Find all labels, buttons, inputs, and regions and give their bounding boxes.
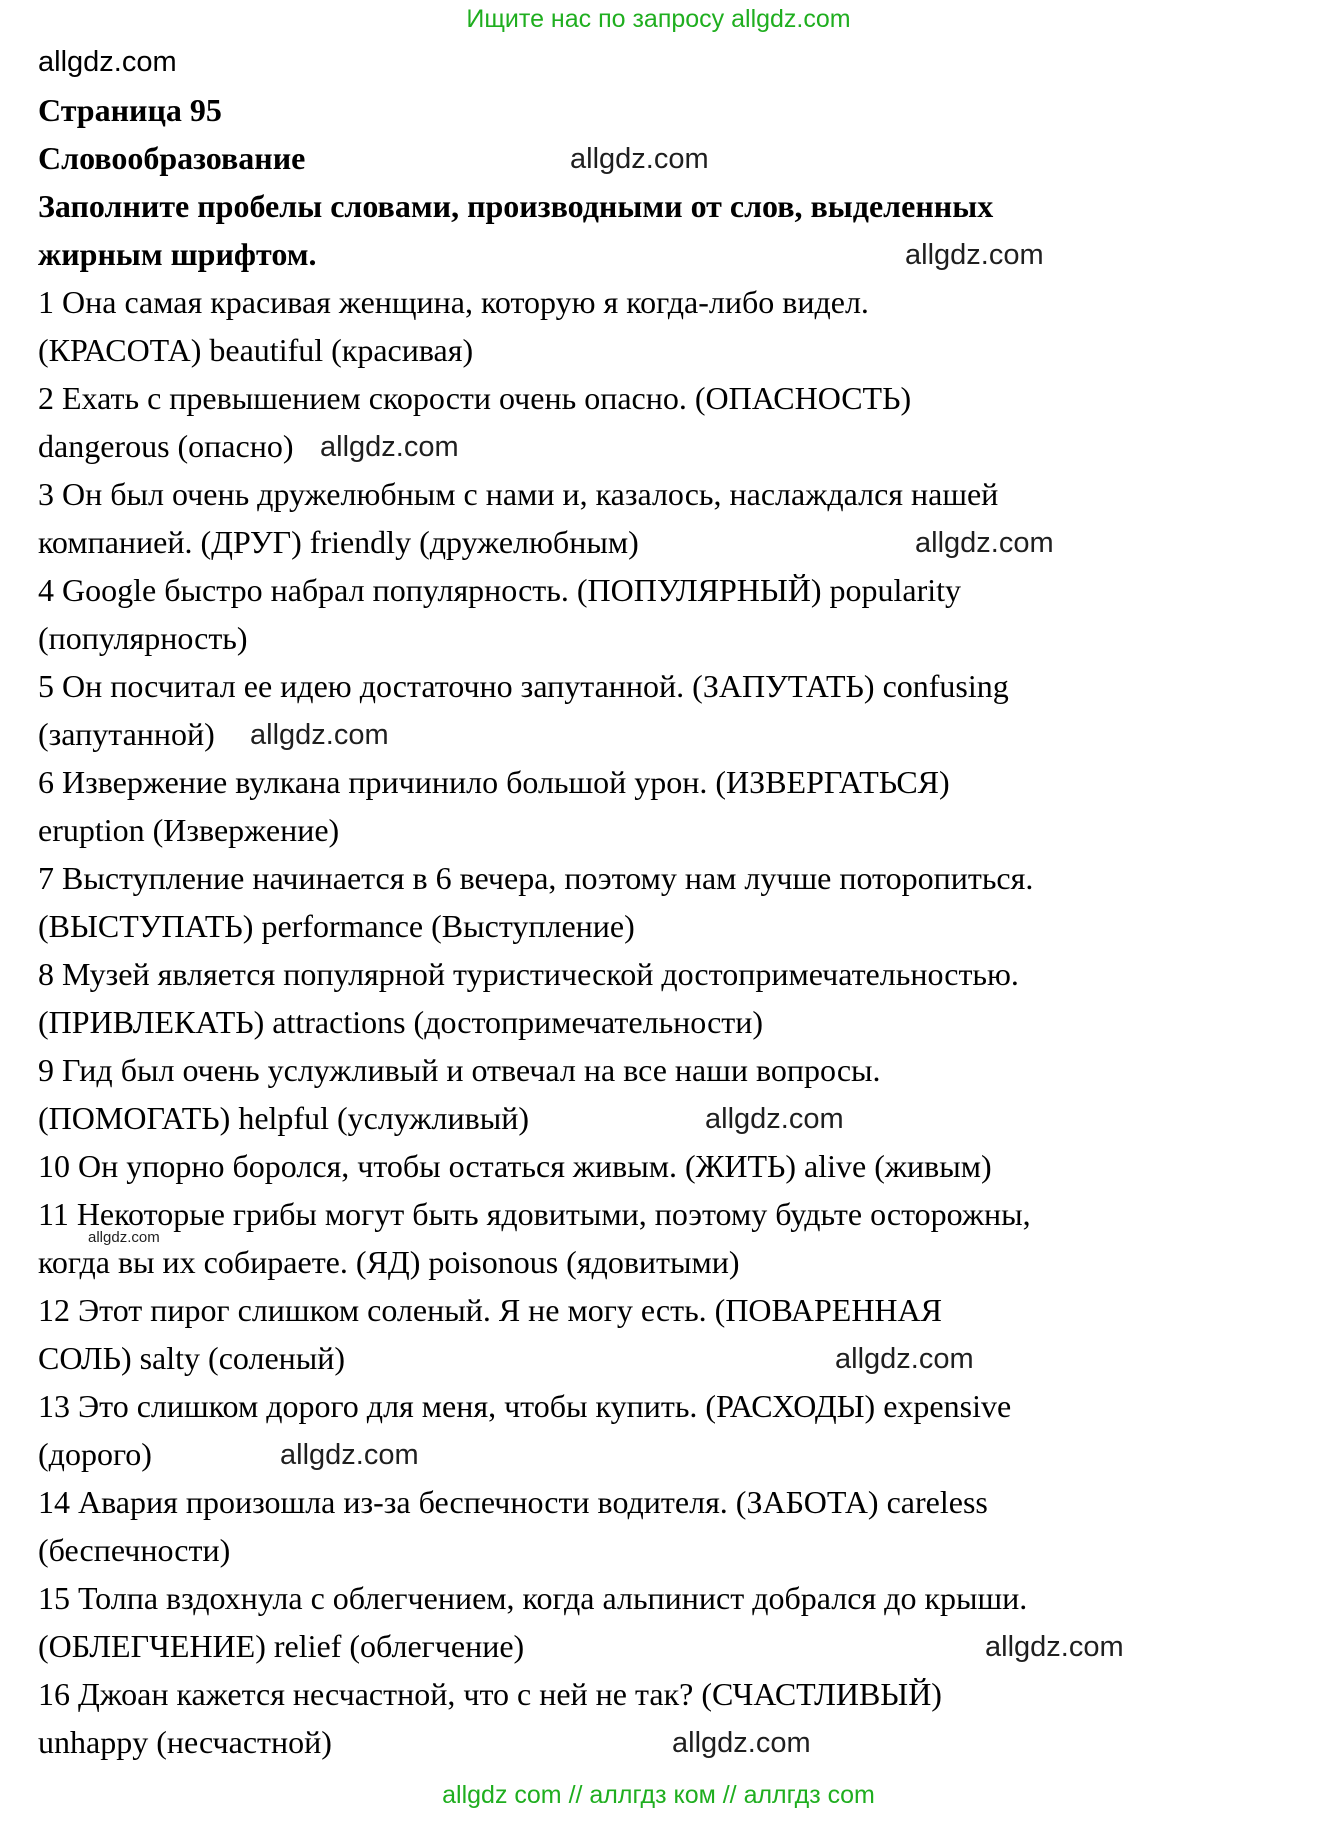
watermark: allgdz.com (672, 1727, 811, 1759)
exercise-line (38, 1622, 1301, 1670)
instruction-line (38, 182, 1301, 230)
exercise-line-text: eruption (Извержение) (38, 812, 340, 848)
exercise-line (38, 1382, 1301, 1430)
exercise-line (38, 1286, 1301, 1334)
exercise-line (38, 326, 1301, 374)
watermark: allgdz.com (915, 527, 1054, 559)
exercise-line-text: 5 Он посчитал ее идею достаточно запутанной. (ЗАПУТАТЬ) confusing (38, 668, 1009, 704)
exercise-line (38, 1142, 1301, 1190)
watermark: allgdz.com (570, 143, 709, 175)
exercise-line (38, 1229, 1301, 1286)
exercise-line (38, 278, 1301, 326)
watermark: allgdz.com (985, 1631, 1124, 1663)
instruction-line (38, 230, 1301, 278)
watermark: allgdz.com (250, 719, 389, 751)
exercise-line (38, 1526, 1301, 1574)
exercise-line (38, 566, 1301, 614)
exercise-line-text: (дорого) (38, 1436, 152, 1472)
exercise-line-text: 13 Это слишком дорого для меня, чтобы купить. (РАСХОДЫ) expensive (38, 1388, 1012, 1424)
instruction-line-text: жирным шрифтом. (38, 236, 317, 272)
exercise-line (38, 1430, 1301, 1478)
exercise-line (38, 614, 1301, 662)
exercise-line-text: 7 Выступление начинается в 6 вечера, поэтому нам лучше поторопиться. (38, 860, 1034, 896)
section-title (38, 134, 1301, 182)
exercise-line-text: 2 Ехать с превышением скорости очень опасно. (ОПАСНОСТЬ) (38, 380, 912, 416)
page-title (38, 86, 1301, 134)
exercise-line-text: (ОБЛЕГЧЕНИЕ) relief (облегчение) (38, 1628, 525, 1664)
exercise-line-text: dangerous (опасно) (38, 428, 294, 464)
exercise-line-text: 15 Толпа вздохнула с облегчением, когда альпинист добрался до крыши. (38, 1580, 1028, 1616)
bottom-banner: allgdz com // аллгдз ком // аллгдз com (442, 1781, 875, 1809)
watermark: allgdz.com (835, 1343, 974, 1375)
site-watermark (38, 38, 1301, 86)
watermark: allgdz.com (88, 1229, 160, 1246)
exercise-line-text: (КРАСОТА) beautiful (красивая) (38, 332, 474, 368)
exercise-line-text: (запутанной) (38, 716, 215, 752)
page-content (38, 38, 1301, 1766)
exercise-line-text: 14 Авария произошла из-за беспечности водителя. (ЗАБОТА) careless (38, 1484, 988, 1520)
exercise-line (38, 422, 1301, 470)
exercise-line-text: (ПРИВЛЕКАТЬ) attractions (достопримечательности) (38, 1004, 764, 1040)
exercise-line-text: 12 Этот пирог слишком соленый. Я не могу есть. (ПОВАРЕННАЯ (38, 1292, 942, 1328)
section-title-text: Словообразование (38, 140, 306, 176)
watermark: allgdz.com (280, 1439, 419, 1471)
exercise-line (38, 806, 1301, 854)
exercise-line-text: 6 Извержение вулкана причинило большой урон. (ИЗВЕРГАТЬСЯ) (38, 764, 950, 800)
exercise-line-text: 11 Некоторые грибы могут быть ядовитыми, поэтому будьте осторожны, (38, 1196, 1031, 1232)
exercise-line-text: 1 Она самая красивая женщина, которую я когда-либо видел. (38, 284, 869, 320)
exercise-line-text: (ПОМОГАТЬ) helpful (услужливый) (38, 1100, 529, 1136)
exercise-line (38, 1094, 1301, 1142)
exercise-line-text: 3 Он был очень дружелюбным с нами и, казалось, наслаждался нашей (38, 476, 999, 512)
watermark: allgdz.com (320, 431, 459, 463)
exercise-line (38, 1190, 1301, 1238)
exercise-line (38, 1334, 1301, 1382)
exercise-line-text: (популярность) (38, 620, 248, 656)
exercise-line-text: 8 Музей является популярной туристической достопримечательностью. (38, 956, 1019, 992)
exercise-line (38, 662, 1301, 710)
exercise-line-text: компанией. (ДРУГ) friendly (дружелюбным) (38, 524, 639, 560)
exercise-line-text: когда вы их собираете. (ЯД) poisonous (ядовитыми) (38, 1244, 740, 1280)
watermark: allgdz.com (905, 239, 1044, 271)
exercise-line (38, 1046, 1301, 1094)
exercise-line (38, 470, 1301, 518)
exercise-line (38, 710, 1301, 758)
exercise-line (38, 518, 1301, 566)
exercise-line (38, 902, 1301, 950)
instruction-line-text: Заполните пробелы словами, производными от слов, выделенных (38, 188, 994, 224)
exercise-line (38, 998, 1301, 1046)
exercise-line (38, 1718, 1301, 1766)
exercise-line-text: 10 Он упорно боролся, чтобы остаться живым. (ЖИТЬ) alive (живым) (38, 1148, 992, 1184)
exercise-line (38, 758, 1301, 806)
exercise-line (38, 1574, 1301, 1622)
exercise-line (38, 1670, 1301, 1718)
exercise-line-text: (ВЫСТУПАТЬ) performance (Выступление) (38, 908, 635, 944)
exercise-line-text: 4 Google быстро набрал популярность. (ПОПУЛЯРНЫЙ) popularity (38, 572, 962, 608)
watermark: allgdz.com (705, 1103, 844, 1135)
exercise-line (38, 950, 1301, 998)
top-banner: Ищите нас по запросу allgdz.com (466, 5, 851, 33)
exercise-line-text: 16 Джоан кажется несчастной, что с ней не так? (СЧАСТЛИВЫЙ) (38, 1676, 942, 1712)
exercise-line-text: 9 Гид был очень услужливый и отвечал на все наши вопросы. (38, 1052, 881, 1088)
exercise-line (38, 1478, 1301, 1526)
exercise-line-text: unhappy (несчастной) (38, 1724, 332, 1760)
exercise-line-text: СОЛЬ) salty (соленый) (38, 1340, 346, 1376)
exercise-line (38, 854, 1301, 902)
exercise-line (38, 374, 1301, 422)
site-watermark-text: allgdz.com (38, 46, 177, 78)
page-title-text: Страница 95 (38, 92, 222, 128)
exercise-line-text: (беспечности) (38, 1532, 231, 1568)
